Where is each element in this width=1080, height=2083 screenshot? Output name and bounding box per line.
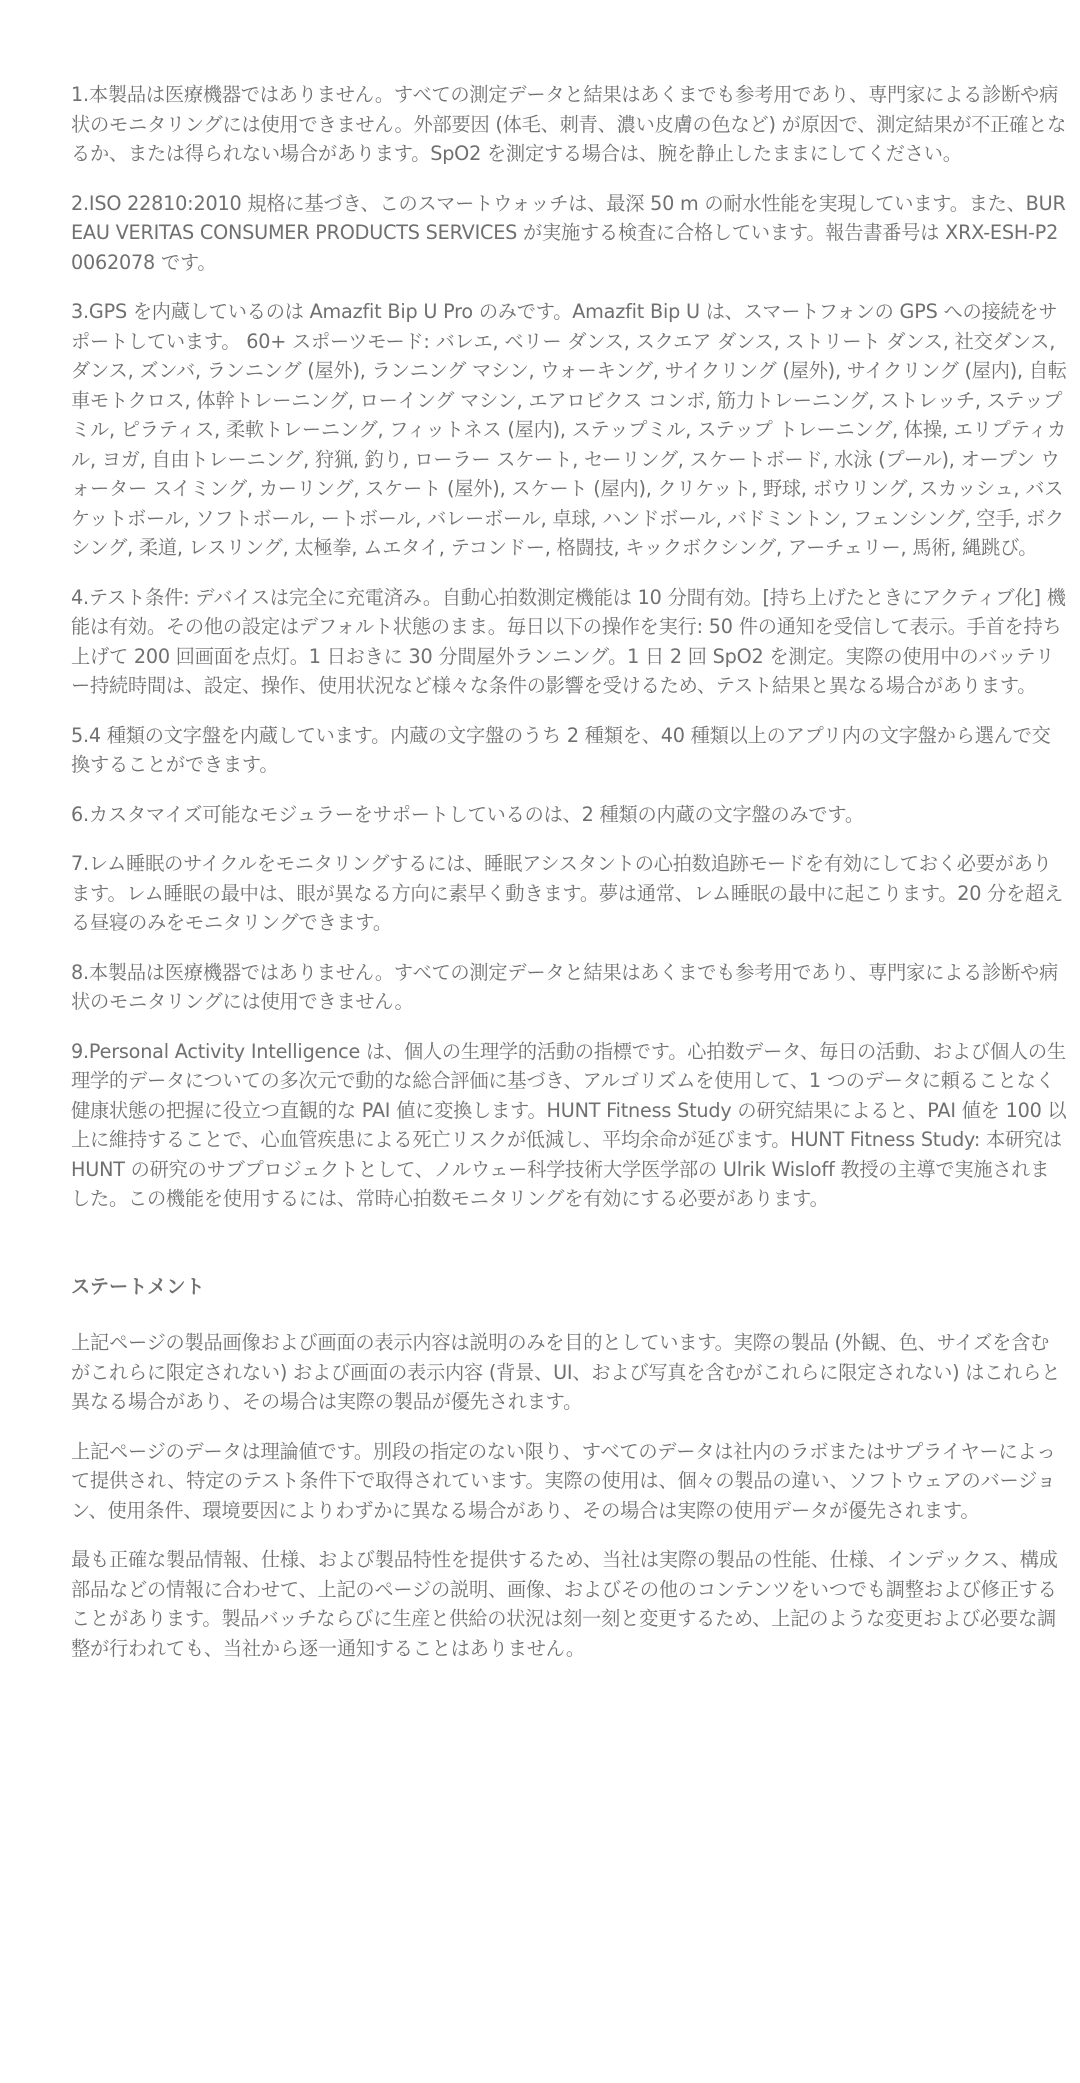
footnote-3: 3.GPS を内蔵しているのは Amazfit Bip U Pro のみです。Amazfit Bip U は、スマートフォンの GPS への接続をサポートしています。 60+ スポーツモード: バレエ, ベリー ダンス, スクエア ダンス, ストリート ダンス, 社交ダンス, ダンス, ズンバ, ランニング (屋外), ランニング マシン, ウォーキング, サイクリング (屋外), サイクリング (屋内), 自転車モトクロス, 体幹トレーニング, ローイング マシン, エアロビクス コンボ, 筋力トレーニング, ストレッチ, ステップミル, ピラティス, 柔軟トレーニング, フィットネス (屋内), ステップミル, ステップ トレーニング, 体操, エリプティカル, ヨガ, 自由トレーニング, 狩猟, 釣り, ローラー スケート, セーリング, スケートボード, 水泳 (プール), オープン ウォーター スイミング, カーリング, スケート (屋外), スケート (屋内), クリケット, 野球, ボウリング, スカッシュ, バスケットボール, ソフトボール, ートボール, バレーボール, 卓球, ハンドボール, バドミントン, フェンシング, 空手, ボクシング, 柔道, レスリング, 太極拳, ムエタイ, テコンドー, 格闘技, キックボクシング, アーチェリー, 馬術, 縄跳び。 (71, 300, 1067, 559)
footnote-6: 6.カスタマイズ可能なモジュラーをサポートしているのは、2 種類の内蔵の文字盤のみです。 (71, 802, 864, 826)
footnote-7: 7.レム睡眠のサイクルをモニタリングするには、睡眠アシスタントの心拍数追跡モードを有効にしておく必要があります。レム睡眠の最中は、眼が異なる方向に素早く動きます。夢は通常、レム睡眠の最中に起こります。20 分を超える昼寝のみをモニタリングできます。 (71, 852, 1064, 934)
footnote-4: 4.テスト条件: デバイスは完全に充電済み。自動心拍数測定機能は 10 分間有効。[持ち上げたときにアクティブ化] 機能は有効。その他の設定はデフォルト状態のまま。毎日以下の操作を実行: 50 件の通知を受信して表示。手首を持ち上げて 200 回画面を点灯。1 日おきに 30 分間屋外ランニング。1 日 2 回 SpO2 を測定。実際の使用中のバッテリー持続時間は、設定、操作、使用状況など様々な条件の影響を受けるため、テスト結果と異なる場合があります。 (71, 585, 1066, 697)
footnote-1: 1.本製品は医療機器ではありません。すべての測定データと結果はあくまでも参考用であり、専門家による診断や病状のモニタリングには使用できません。外部要因 (体毛、刺青、濃い皮膚の色など) が原因で、測定結果が不正確となるか、または得られない場合があります。SpO2 を測定する場合は、腕を静止したままにしてください。 (71, 83, 1067, 165)
statement-paragraph-3: 最も正確な製品情報、仕様、および製品特性を提供するため、当社は実際の製品の性能、仕様、インデックス、構成部品などの情報に合わせて、上記のページの説明、画像、およびその他のコンテンツをいつでも調整および修正することがあります。製品バッチならびに生産と供給の状況は刻一刻と変更するため、上記のような変更および必要な調整が行われても、当社から逐一通知することはありません。 (71, 1548, 1058, 1660)
statement-section (71, 1272, 1068, 1664)
footnote-8: 8.本製品は医療機器ではありません。すべての測定データと結果はあくまでも参考用であり、専門家による診断や病状のモニタリングには使用できません。 (71, 960, 1059, 1013)
footnotes-section (71, 80, 1068, 1214)
footnote-5: 5.4 種類の文字盤を内蔵しています。内蔵の文字盤のうち 2 種類を、40 種類以上のアプリ内の文字盤から選んで交換することができます。 (71, 723, 1051, 776)
statement-paragraph-2: 上記ページのデータは理論値です。別段の指定のない限り、すべてのデータは社内のラボまたはサプライヤーによって提供され、特定のテスト条件下で取得されています。実際の使用は、個々の製品の違い、ソフトウェアのバージョン、使用条件、環境要因によりわずかに異なる場合があり、その場合は実際の使用データが優先されます。 (71, 1439, 1056, 1522)
footnote-2: 2.ISO 22810:2010 規格に基づき、このスマートウォッチは、最深 50 m の耐水性能を実現しています。また、BUREAU VERITAS CONSUMER PRODUCTS SERVICES が実施する検査に合格しています。報告書番号は XRX-ESH-P20062078 です。 (71, 191, 1066, 274)
statement-heading: ステートメント (71, 1274, 205, 1298)
footnote-9: 9.Personal Activity Intelligence は、個人の生理学的活動の指標です。心拍数データ、毎日の活動、および個人の生理学的データについての多次元で動的な総合評価に基づき、アルゴリズムを使用して、1 つのデータに頼ることなく健康状態の把握に役立つ直観的な PAI 値に変換します。HUNT Fitness Study の研究結果によると、PAI 値を 100 以上に維持することで、心血管疾患による死亡リスクが低減し、平均余命が延びます。HUNT Fitness Study: 本研究は HUNT の研究のサブプロジェクトとして、ノルウェー科学技術大学医学部の Ulrik Wisloff 教授の主導で実施されました。この機能を使用するには、常時心拍数モニタリングを有効にする必要があります。 (71, 1039, 1067, 1210)
statement-paragraph-1: 上記ページの製品画像および画面の表示内容は説明のみを目的としています。実際の製品 (外観、色、サイズを含むがこれらに限定されない) および画面の表示内容 (背景、UI、および写真を含むがこれらに限定されない) はこれらと異なる場合があり、その場合は実際の製品が優先されます。 (71, 1331, 1061, 1413)
